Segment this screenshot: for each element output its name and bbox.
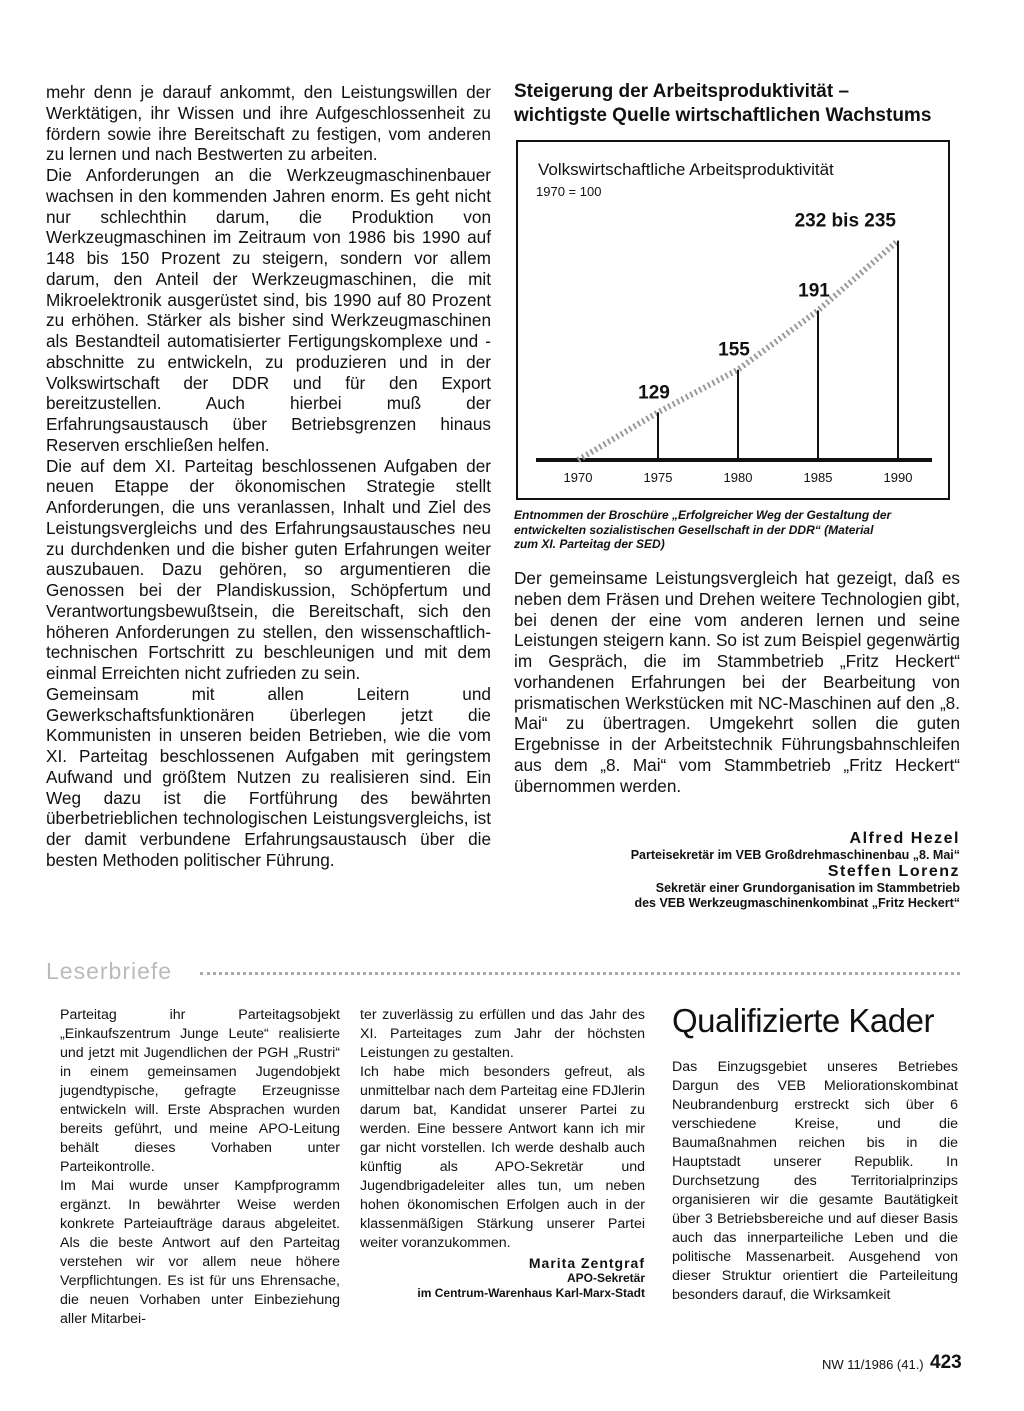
chart-title: Volkswirtschaftliche Arbeitsproduktivität xyxy=(538,160,834,179)
letter-headline: Qualifizierte Kader xyxy=(672,1002,934,1039)
chart-tick-label: 1980 xyxy=(723,470,753,485)
chart-data-label: 155 xyxy=(718,339,750,361)
author-role: Parteisekretär im VEB Großdrehmaschinenbau „8. Mai“ xyxy=(630,848,960,862)
chart-tick-label: 1985 xyxy=(803,470,833,485)
chart-subtitle: 1970 = 100 xyxy=(536,184,602,199)
lead-article-column xyxy=(46,82,491,871)
chart-frame xyxy=(516,140,950,500)
issue-reference: NW 11/1986 (41.) xyxy=(822,1357,924,1372)
lead-paragraph-4: Gemeinsam mit allen Leitern und Gewerkschaftsfunktionären überlegen jetzt die Kommunisten in unseren beiden Betrieben, wie die vom XI. Parteitag beschlossenen Aufgaben mit geringstem Aufwand und größtem Nutzen zu realisieren sind. Ein Weg dazu ist die Fortführung des bewährten überbetrieblichen technologischen Leistungsvergleichs, ist der damit verbundene Erfahrungsaustausch über die besten Methoden politischer Führung. xyxy=(46,683,491,870)
right-article-column xyxy=(514,568,960,796)
chart-heading: Steigerung der Arbeitsproduktivität – wichtigste Quelle wirtschaftlichen Wachstums xyxy=(514,81,932,126)
section-label: Leserbriefe xyxy=(46,958,173,984)
lead-paragraph-1: mehr denn je darauf ankommt, den Leistungswillen der Werktätigen, ihr Wissen und ihre Aufgeschlossenheit zu fördern sowie ihre Bereitschaft zu festigen, vom anderen zu lernen und nach Bestwerten zu arbeiten. xyxy=(46,82,491,165)
chart-data-label: 191 xyxy=(798,280,830,302)
chart-data-label: 232 bis 235 xyxy=(794,210,896,232)
letter-author-role: APO-Sekretär im Centrum-Warenhaus Karl-Marx-Stadt xyxy=(417,1271,645,1300)
author-name: Steffen Lorenz xyxy=(827,863,960,880)
chart-caption: Entnommen der Broschüre „Erfolgreicher Weg der Gestaltung der entwickelten sozialistischen Gesellschaft in der DDR“ (Material zum XI. Parteitag der SED) xyxy=(514,508,892,551)
article-signatures xyxy=(560,830,960,911)
right-paragraph: Der gemeinsame Leistungsvergleich hat gezeigt, daß es neben dem Fräsen und Drehen weitere Technologien gibt, bei denen der eine vom anderen lernen und seine Leistungen steigern kann. So ist zum Beispiel gegenwärtig im Gespräch, die im Stammbetrieb „Fritz Heckert“ vorhandenen Erfahrungen bei der Bearbeitung von prismatischen Werkstücken mit NC-Maschinen auf den „8. Mai“ zu übertragen. Umgekehrt sollen die guten Ergebnisse in der Arbeitstechnik Führungsbahnschleifen aus dem „8. Mai“ vom Stammbetrieb „Fritz Heckert“ übernommen werden. xyxy=(514,568,960,796)
section-divider xyxy=(200,972,960,975)
letter-column-3: Das Einzugsgebiet unseres Betriebes Dargun des VEB Meliorationskombinat Neubrandenburg erstreckt sich über 6 verschiedene Kreise, und die Baumaßnahmen reichen bis in die Hauptstadt unserer Republik. In Durchsetzung des Territorialprinzips organisieren wir die gesamte Bautätigkeit über 3 Betriebsbereiche und auf dieser Basis auch das innerparteiliche Leben und die politische Massenarbeit. Ausgehend von dieser Struktur orientiert die Parteileitung besonders darauf, die Wirksamkeit xyxy=(672,1059,958,1303)
chart-data-label: 129 xyxy=(638,382,670,404)
page-number: 423 xyxy=(930,1352,962,1373)
letter-column-2: ter zuverlässig zu erfüllen und das Jahr des XI. Parteitages zum Jahr der höchsten Leistungen zu gestalten. Ich habe mich besonders gefreut, als unmittelbar nach dem Parteitag eine FDJlerin darum bat, Kandidat unserer Partei zu werden. Eine bessere Antwort kann ich mir gar nicht vorstellen. Ich werde deshalb auch künftig als APO-Sekretär und Jugendbrigadeleiter alles tun, um neben hohen ökonomischen Erfolgen auch in der klassenmäßigen Stärkung unserer Partei weiter voranzukommen. xyxy=(360,1007,645,1251)
lead-paragraph-3: Die auf dem XI. Parteitag beschlossenen Aufgaben der neuen Etappe der ökonomischen Strategie stellt Anforderungen, die uns veranlassen, Inhalt und Ziel des Leistungsvergleichs und des Erfahrungsaustausches neu zu durchdenken und die bisher guten Erfahrungen weiter auszubauen. Dazu gehören, so argumentieren die Genossen bei der Plandiskussion, Schöpfertum und Verantwortungsbewußtsein, die Bereitschaft, sich den höheren Anforderungen zu stellen, den wissenschaftlich-technischen Fortschritt zu beschleunigen und mit dem einmal Erreichten nicht zufrieden zu sein. xyxy=(46,455,491,683)
letter-author-name: Marita Zentgraf xyxy=(528,1255,645,1271)
chart-tick-label: 1975 xyxy=(643,470,673,485)
letter-signature xyxy=(360,1255,645,1301)
author-name: Alfred Hezel xyxy=(849,830,960,847)
lead-paragraph-2: Die Anforderungen an die Werkzeugmaschinenbauer wachsen in den kommenden Jahren enorm. Es geht nicht nur schlechthin darum, die Produktion von Werkzeugmaschinen im Zeitraum von 1986 bis 1990 auf 148 bis 150 Prozent zu steigern, sondern vor allem darum, den Anteil der Werkzeugmaschinen, die mit Mikroelektronik ausgerüstet sind, bis 1990 auf 80 Prozent zu erhöhen. Stärker als bisher sind Werkzeugmaschinen als Bestandteil automatisierter Fertigungskomplexe und -abschnitte zu entwickeln, zu produzieren und in der Volkswirtschaft der DDR und für den Export bereitzustellen. Auch hierbei muß der Erfahrungsaustausch über Betriebsgrenzen hinaus Reserven erschließen helfen. xyxy=(46,165,491,455)
chart-tick-label: 1990 xyxy=(883,470,913,485)
chart-tick-label: 1970 xyxy=(563,470,593,485)
author-role: Sekretär einer Grundorganisation im Stammbetrieb des VEB Werkzeugmaschinenkombinat „Fritz Heckert“ xyxy=(634,881,960,910)
letter-column-1: Parteitag ihr Parteitagsobjekt „Einkaufszentrum Junge Leute“ realisierte und jetzt mit Jugendlichen der PGH „Rustri“ in einem gemeinsamen Jugendobjekt jugendtypische, gefragte Erzeugnisse entwickeln will. Erste Absprachen wurden bereits geführt, und meine APO-Leitung behält dieses Vorhaben unter Parteikontrolle. Im Mai wurde unser Kampfprogramm ergänzt. In bewährter Weise werden konkrete Parteiaufträge daraus abgeleitet. Als die beste Antwort auf den Parteitag verstehen wir vor allem neue höhere Verpflichtungen. Es ist für uns Ehrensache, die neuen Vorhaben unter Einbeziehung aller Mitarbei- xyxy=(60,1007,340,1327)
